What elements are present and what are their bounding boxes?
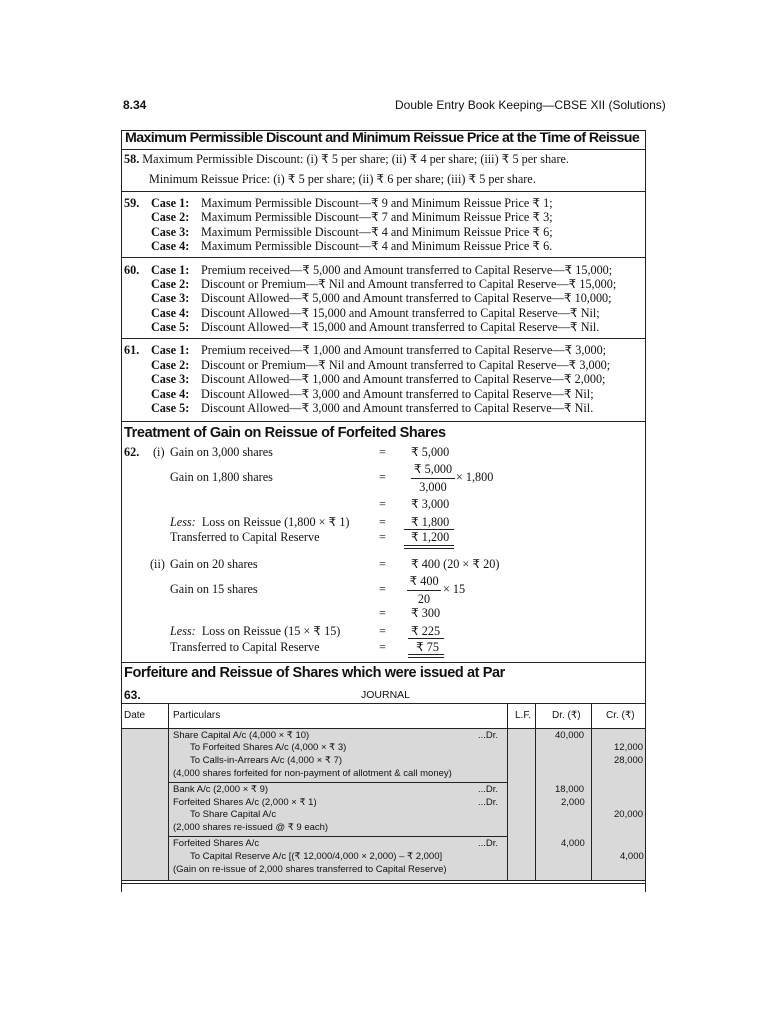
question-62-number: 62.: [124, 445, 140, 459]
q62-s1-value: ₹ 400 (20 × ₹ 20): [411, 557, 500, 571]
equals-sign: =: [379, 582, 386, 596]
column-divider: [591, 703, 592, 881]
q62-s1-label: Gain on 20 shares: [170, 557, 258, 571]
double-underline: [408, 657, 444, 658]
divider: [121, 257, 646, 258]
q61-case-2: Case 2: Discount or Premium—₹ Nil and Amount transferred to Capital Reserve—₹ 3,000;: [151, 358, 611, 372]
double-underline: [404, 545, 454, 546]
q61-case-1: Case 1: Premium received—₹ 1,000 and Amount transferred to Capital Reserve—₹ 3,000;: [151, 343, 607, 357]
q62-s3-value: ₹ 300: [411, 606, 441, 620]
journal-narration: (4,000 shares forfeited for non-payment of allotment & call money): [173, 768, 452, 779]
journal-narration: (2,000 shares re-issued @ ₹ 9 each): [173, 822, 329, 833]
q62-s5-value: ₹ 75: [416, 640, 439, 654]
q62-ii-multiplier: × 15: [443, 582, 466, 596]
q60-case-4: Case 4: Discount Allowed—₹ 15,000 and Amount transferred to Capital Reserve—₹ Nil;: [151, 306, 600, 320]
frame-right-border: [645, 130, 646, 892]
underline: [408, 638, 444, 639]
equals-sign: =: [379, 557, 386, 571]
q58-line2: Minimum Reissue Price: (i) ₹ 5 per share; (ii) ₹ 6 per share; (iii) ₹ 5 per share.: [149, 172, 536, 186]
q62-ii-fraction-numerator: ₹ 400: [409, 574, 439, 588]
q62-r2-label: Gain on 1,800 shares: [170, 470, 273, 484]
q61-case-3: Case 3: Discount Allowed—₹ 1,000 and Amount transferred to Capital Reserve—₹ 2,000;: [151, 372, 606, 386]
journal-caption: JOURNAL: [361, 689, 411, 701]
q60-case-5: Case 5: Discount Allowed—₹ 15,000 and Amount transferred to Capital Reserve—₹ Nil.: [151, 320, 600, 334]
equals-sign: =: [379, 530, 386, 544]
debit-amount: 4,000: [561, 838, 585, 849]
journal-line: Forfeited Shares A/c (2,000 × ₹ 1): [173, 797, 317, 808]
q59-case-3: Case 3: Maximum Permissible Discount—₹ 4 and Minimum Reissue Price ₹ 6;: [151, 225, 553, 239]
q62-part-ii-marker: (ii): [150, 557, 165, 571]
q60-case-3: Case 3: Discount Allowed—₹ 5,000 and Amount transferred to Capital Reserve—₹ 10,000;: [151, 291, 612, 305]
credit-amount: 12,000: [614, 742, 644, 753]
fraction-bar: [411, 478, 455, 479]
q62-s5-label: Transferred to Capital Reserve: [170, 640, 320, 654]
table-bottom-border: [121, 880, 646, 881]
equals-sign: =: [379, 470, 386, 484]
journal-line: To Forfeited Shares A/c (4,000 × ₹ 3): [190, 742, 347, 753]
q62-multiplier: × 1,800: [456, 470, 494, 484]
q62-s4-label: Less: Loss on Reissue (15 × ₹ 15): [170, 624, 341, 638]
q62-r5-label: Transferred to Capital Reserve: [170, 530, 320, 544]
q62-r4-label: Less: Loss on Reissue (1,800 × ₹ 1): [170, 515, 350, 529]
q60-case-1: Case 1: Premium received—₹ 5,000 and Amount transferred to Capital Reserve—₹ 15,000;: [151, 263, 613, 277]
double-underline: [408, 654, 444, 655]
q59-case-1: Case 1: Maximum Permissible Discount—₹ 9 and Minimum Reissue Price ₹ 1;: [151, 196, 553, 210]
section-title-max-discount: Maximum Permissible Discount and Minimum Reissue Price at the Time of Reissue: [125, 130, 640, 146]
dr-marker: ...Dr.: [478, 784, 499, 795]
divider: [121, 191, 646, 192]
journal-line: Share Capital A/c (4,000 × ₹ 10): [173, 730, 310, 741]
debit-amount: 18,000: [555, 784, 585, 795]
q62-r3-value: ₹ 3,000: [411, 497, 450, 511]
q61-case-4: Case 4: Discount Allowed—₹ 3,000 and Amount transferred to Capital Reserve—₹ Nil;: [151, 387, 594, 401]
col-header-lf: L.F.: [515, 710, 532, 721]
question-63-number: 63.: [124, 688, 141, 702]
col-header-credit: Cr. (₹): [606, 710, 635, 721]
column-divider: [168, 703, 169, 881]
column-divider: [507, 703, 508, 881]
q59-case-2: Case 2: Maximum Permissible Discount—₹ 7 and Minimum Reissue Price ₹ 3;: [151, 210, 553, 224]
table-top-border: [121, 703, 646, 704]
q62-s4-value: ₹ 225: [411, 624, 441, 638]
entry-separator: [168, 782, 508, 783]
column-divider: [535, 703, 536, 881]
credit-amount: 28,000: [614, 755, 644, 766]
section-title-forfeiture-par: Forfeiture and Reissue of Shares which were issued at Par: [124, 665, 505, 681]
equals-sign: =: [379, 606, 386, 620]
equals-sign: =: [379, 497, 386, 511]
journal-line: To Share Capital A/c: [190, 809, 277, 820]
equals-sign: =: [379, 624, 386, 638]
credit-amount: 4,000: [620, 851, 644, 862]
q62-part-i-marker: (i): [153, 445, 165, 459]
q62-fraction-numerator: ₹ 5,000: [413, 462, 453, 476]
col-header-debit: Dr. (₹): [552, 710, 581, 721]
q60-case-2: Case 2: Discount or Premium—₹ Nil and Amount transferred to Capital Reserve—₹ 15,000;: [151, 277, 617, 291]
q62-r1-value: ₹ 5,000: [411, 445, 450, 459]
question-number: 58.: [124, 152, 140, 166]
equals-sign: =: [379, 515, 386, 529]
q61-case-5: Case 5: Discount Allowed—₹ 3,000 and Amount transferred to Capital Reserve—₹ Nil.: [151, 401, 594, 415]
q62-r5-value: ₹ 1,200: [411, 530, 450, 544]
q62-r4-value: ₹ 1,800: [411, 515, 450, 529]
q62-fraction-denominator: 3,000: [419, 480, 447, 494]
equals-sign: =: [379, 640, 386, 654]
double-underline: [404, 548, 454, 549]
q62-s2-label: Gain on 15 shares: [170, 582, 258, 596]
dr-marker: ...Dr.: [478, 730, 499, 741]
debit-amount: 40,000: [555, 730, 585, 741]
credit-amount: 20,000: [614, 809, 644, 820]
divider: [121, 338, 646, 339]
dr-marker: ...Dr.: [478, 838, 499, 849]
journal-line: Forfeited Shares A/c: [173, 838, 260, 849]
journal-narration: (Gain on re-issue of 2,000 shares transferred to Capital Reserve): [173, 864, 447, 875]
fraction-bar: [407, 590, 441, 591]
section-title-gain-reissue: Treatment of Gain on Reissue of Forfeited Shares: [124, 425, 446, 441]
divider: [121, 662, 646, 663]
question-58: [124, 152, 569, 167]
col-header-particulars: Particulars: [173, 710, 221, 721]
table-bottom-border: [121, 883, 646, 884]
page-number: 8.34: [123, 98, 147, 112]
question-59-number: 59.: [124, 196, 140, 210]
running-title: Double Entry Book Keeping—CBSE XII (Solutions): [395, 98, 666, 112]
dr-marker: ...Dr.: [478, 797, 499, 808]
debit-amount: 2,000: [561, 797, 585, 808]
q58-line1: Maximum Permissible Discount: (i) ₹ 5 per share; (ii) ₹ 4 per share; (iii) ₹ 5 per share.: [142, 152, 569, 166]
journal-line: Bank A/c (2,000 × ₹ 9): [173, 784, 269, 795]
journal-line: To Calls-in-Arrears A/c (4,000 × ₹ 7): [190, 755, 343, 766]
col-header-date: Date: [124, 710, 146, 721]
question-60-number: 60.: [124, 263, 140, 277]
journal-line: To Capital Reserve A/c [(₹ 12,000/4,000 × 2,000) – ₹ 2,000]: [190, 851, 443, 862]
question-61-number: 61.: [124, 343, 140, 357]
divider: [121, 149, 646, 150]
q62-r1-label: Gain on 3,000 shares: [170, 445, 273, 459]
equals-sign: =: [379, 445, 386, 459]
divider: [121, 421, 646, 422]
entry-separator: [168, 836, 508, 837]
q62-ii-fraction-denominator: 20: [417, 592, 431, 606]
q59-case-4: Case 4: Maximum Permissible Discount—₹ 4 and Minimum Reissue Price ₹ 6.: [151, 239, 553, 253]
